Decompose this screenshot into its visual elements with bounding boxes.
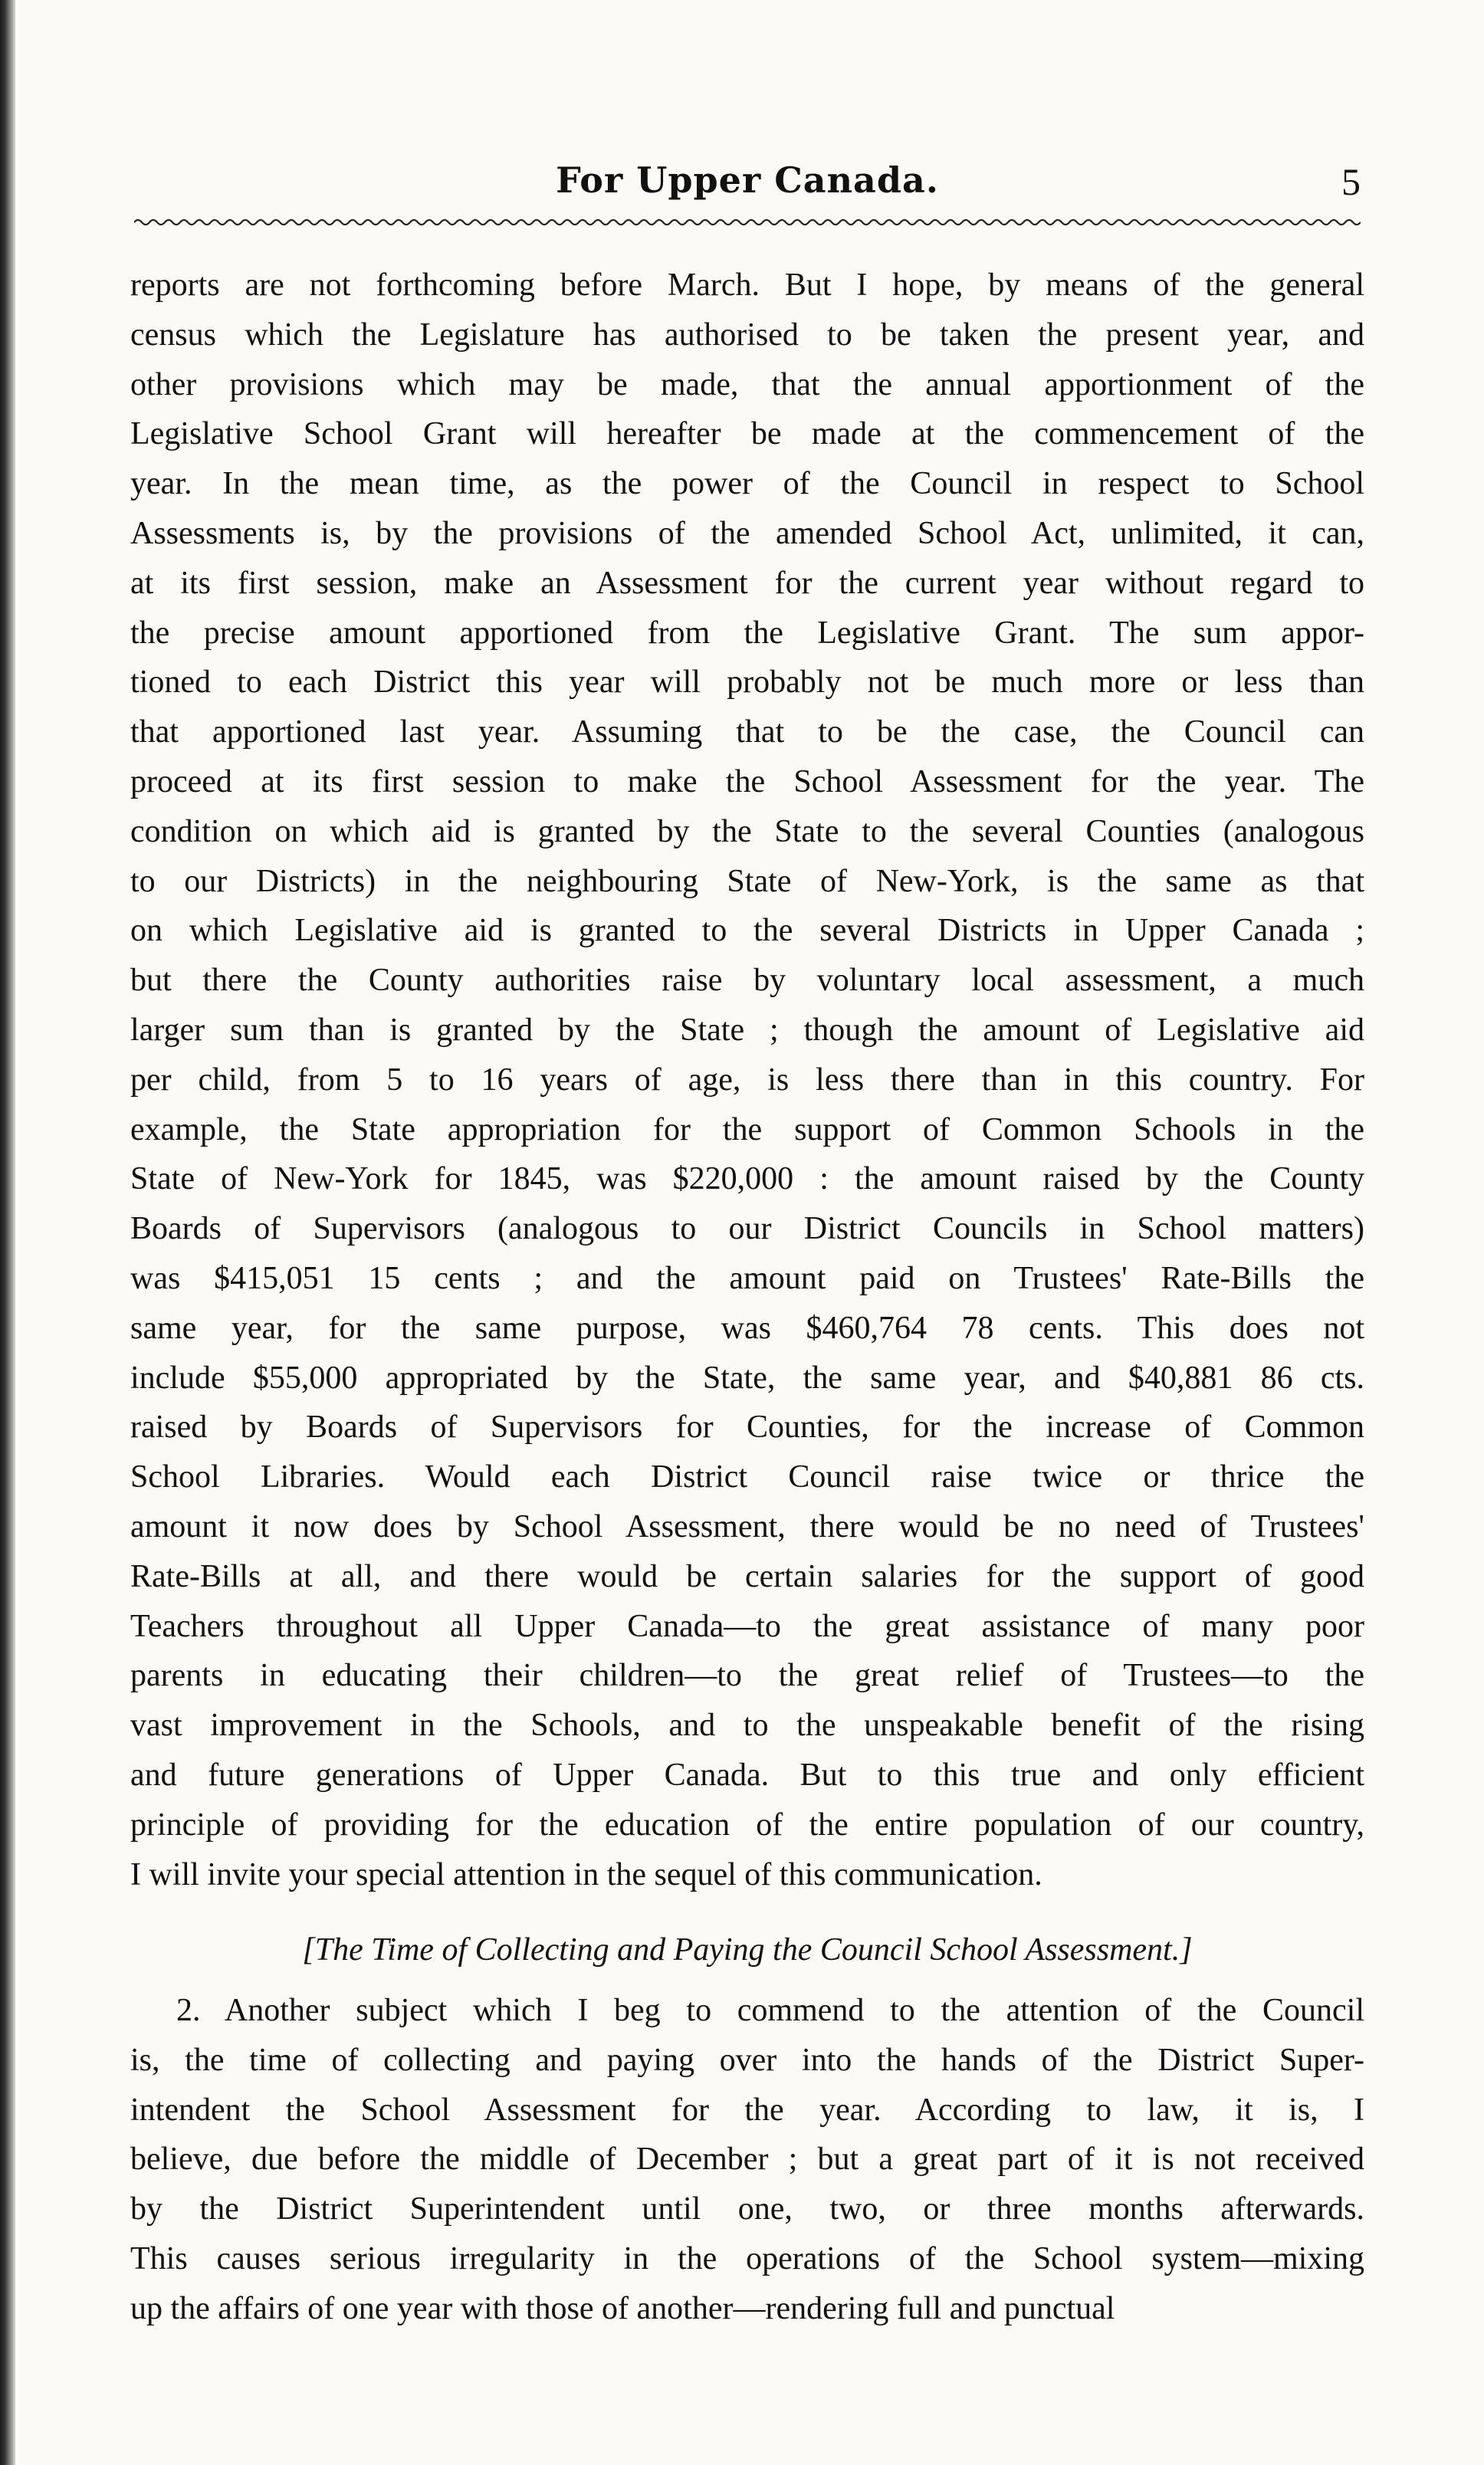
text-line: that apportioned last year. Assuming that to be the case, the Council can [130,714,1364,750]
text-line: parents in educating their children—to the great relief of Trustees—to the [130,1658,1364,1694]
text-line: example, the State appropriation for the support of Common Schools in the [130,1111,1364,1147]
text-line: on which Legislative aid is granted to the several Districts in Upper Canada ; [130,913,1364,949]
text-line: but there the County authorities raise by voluntary local assessment, a much [130,963,1364,999]
text-line: larger sum than is granted by the State ; though the amount of Legislative aid [130,1012,1364,1048]
text-line: School Libraries. Would each District Council raise twice or thrice the [130,1459,1364,1495]
text-line: year. In the mean time, as the power of the Council in respect to School [130,466,1364,502]
running-head-title: For Upper Canada. [556,159,939,201]
text-line: Boards of Supervisors (analogous to our District Councils in School matters) [130,1211,1364,1247]
text-line: Rate-Bills at all, and there would be certain salaries for the support of good [130,1558,1364,1594]
page-number: 5 [1341,160,1361,203]
page-binding-edge [0,0,15,2465]
running-head [134,159,1361,213]
text-line: to our Districts) in the neighbouring State of New-York, is the same as that [130,863,1364,899]
text-line: 2. Another subject which I beg to commend to the attention of the Council [176,1993,1364,2029]
text-line: Assessments is, by the provisions of the amended School Act, unlimited, it can, [130,515,1364,551]
text-line: reports are not forthcoming before March. But I hope, by means of the general [130,268,1364,303]
text-line: proceed at its first session to make the School Assessment for the year. The [130,763,1364,799]
text-line: the precise amount apportioned from the Legislative Grant. The sum appor- [130,615,1364,651]
text-line: was $415,051 15 cents ; and the amount paid on Trustees' Rate-Bills the [130,1260,1364,1296]
text-line: believe, due before the middle of December ; but a great part of it is not received [130,2142,1364,2178]
body-text [130,261,1364,2334]
text-line: tioned to each District this year will probably not be much more or less than [130,665,1364,701]
text-line: This causes serious irregularity in the operations of the School system—mixing [130,2241,1364,2277]
text-line: condition on which aid is granted by the State to the several Counties (analogous [130,813,1364,849]
text-line: other provisions which may be made, that the annual apportionment of the [130,366,1364,402]
text-line: same year, for the same purpose, was $460,764 78 cents. This does not [130,1310,1364,1346]
text-line: I will invite your special attention in the sequel of this communication. [130,1856,1042,1892]
paragraph-time-of-collecting [130,1986,1364,2334]
text-line: up the affairs of one year with those of another—rendering full and punctual [130,2290,1115,2326]
text-line: vast improvement in the Schools, and to the unspeakable benefit of the rising [130,1708,1364,1744]
text-line: and future generations of Upper Canada. But to this true and only efficient [130,1757,1364,1793]
text-line: Legislative School Grant will hereafter be made at the commencement of the [130,416,1364,452]
text-line: include $55,000 appropriated by the State, the same year, and $40,881 86 cts. [130,1360,1364,1396]
text-line: is, the time of collecting and paying over into the hands of the District Super- [130,2042,1364,2078]
header-wavy-rule [134,216,1361,228]
text-line: Teachers throughout all Upper Canada—to the great assistance of many poor [130,1608,1364,1644]
text-line: State of New-York for 1845, was $220,000 : the amount raised by the County [130,1161,1364,1197]
text-line: amount it now does by School Assessment, there would be no need of Trustees' [130,1508,1364,1544]
text-line: by the District Superintendent until one, two, or three months afterwards. [130,2191,1364,2227]
text-line: census which the Legislature has authorised to be taken the present year, and [130,317,1364,353]
paragraph-census [130,261,1364,1899]
text-line: at its first session, make an Assessment for the current year without regard to [130,565,1364,601]
section-heading: [The Time of Collecting and Paying the Council School Assessment.] [302,1932,1193,1968]
text-line: raised by Boards of Supervisors for Counties, for the increase of Common [130,1410,1364,1446]
text-line: principle of providing for the education of the entire population of our country, [130,1807,1364,1843]
text-line: intendent the School Assessment for the year. According to law, it is, I [130,2092,1364,2128]
text-line: per child, from 5 to 16 years of age, is less there than in this country. For [130,1062,1364,1098]
